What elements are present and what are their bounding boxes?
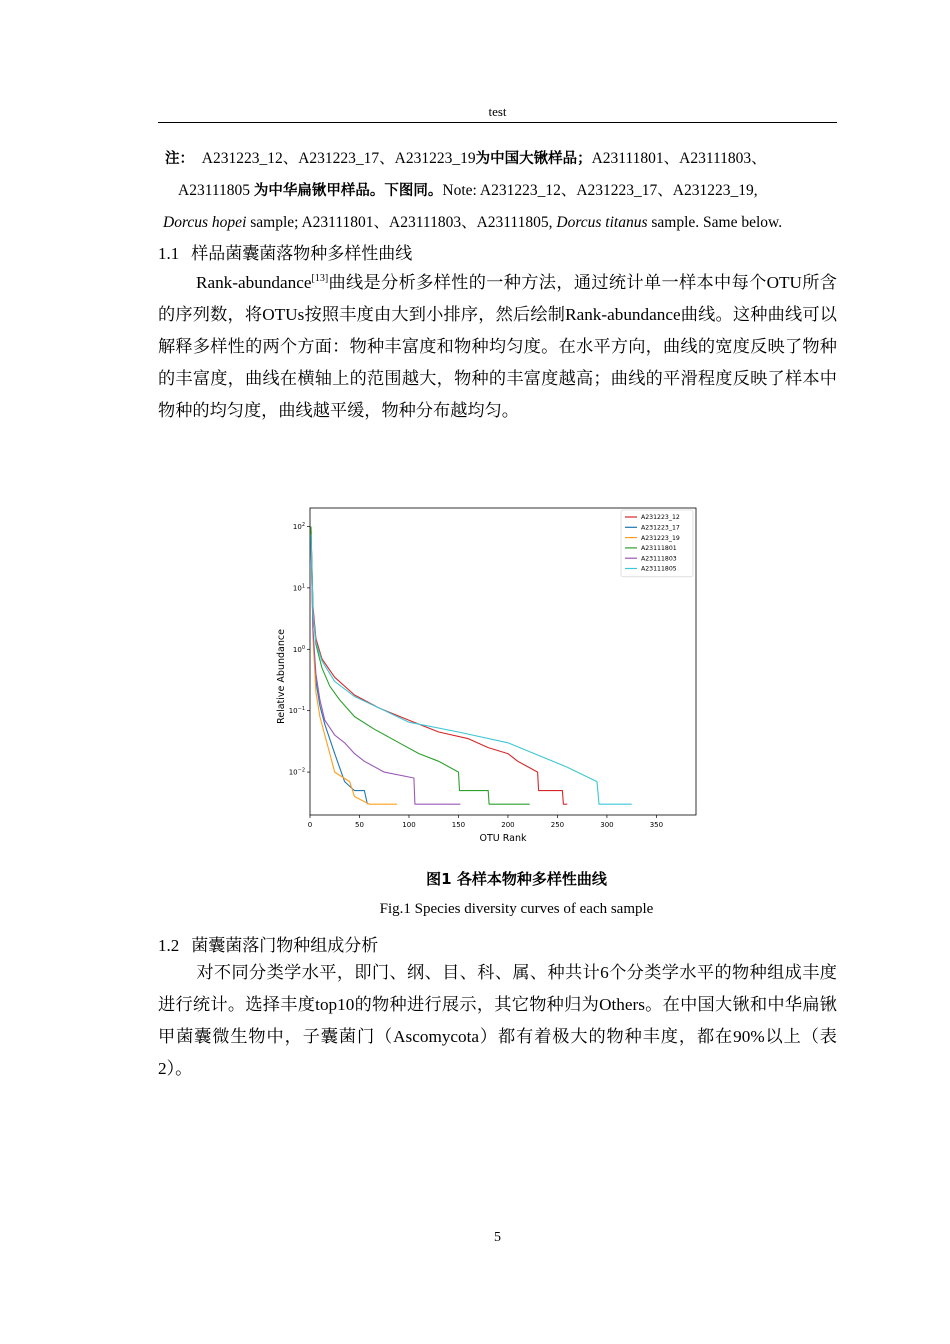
section-number: 1.2 bbox=[158, 936, 180, 955]
note-text: A231223_12、A231223_17、A231223_19 bbox=[201, 150, 476, 167]
x-tick-label: 300 bbox=[600, 821, 614, 829]
body-paragraph bbox=[158, 267, 837, 427]
x-tick-label: 150 bbox=[451, 821, 466, 829]
note-line-1 bbox=[165, 146, 767, 168]
legend-label: A23111805 bbox=[641, 565, 677, 573]
legend-label: A231223_12 bbox=[641, 514, 680, 522]
y-tick-label: $10^2$ bbox=[292, 521, 305, 531]
species-name: Dorcus titanus bbox=[556, 214, 648, 231]
note-text: sample. Same below. bbox=[647, 214, 783, 231]
x-tick-label: 350 bbox=[649, 821, 664, 829]
x-tick-label: 0 bbox=[307, 821, 313, 829]
section-title: 样品菌囊菌落物种多样性曲线 bbox=[191, 244, 413, 263]
running-header: test bbox=[488, 104, 507, 119]
legend-label: A23111801 bbox=[641, 545, 677, 553]
y-tick-exponent: 0 bbox=[301, 644, 305, 651]
paragraph-text: Rank-abundance bbox=[196, 273, 312, 292]
x-tick-label: 50 bbox=[355, 821, 364, 829]
note-text: sample; A23111801、A23111803、A23111805, bbox=[246, 214, 557, 231]
y-tick-label: $10^{-1}$ bbox=[288, 706, 305, 716]
section-title: 菌囊菌落门物种组成分析 bbox=[191, 936, 379, 955]
y-axis-label: Relative Abundance bbox=[276, 629, 287, 724]
section-heading bbox=[158, 239, 412, 264]
figure-caption-cn: 图1 各样本物种多样性曲线 bbox=[426, 870, 607, 888]
note-label: 注： bbox=[165, 151, 194, 167]
y-tick-exponent: 2 bbox=[301, 521, 305, 528]
note-text: A23111805 bbox=[178, 182, 251, 199]
note-line-2 bbox=[178, 178, 758, 200]
figure-caption-en: Fig.1 Species diversity curves of each sample bbox=[379, 901, 654, 917]
section-heading bbox=[158, 931, 378, 956]
note-line-3 bbox=[163, 210, 782, 232]
species-name: Dorcus hopei bbox=[163, 214, 247, 231]
header-rule bbox=[158, 122, 837, 123]
paragraph-text: 对不同分类学水平，即门、纲、目、科、属、种共计6个分类学水平的物种组成丰度进行统计。选择丰度top10的物种进行展示，其它物种归为Others。在中国大锹和中华扁锹甲菌囊微生物中，子囊菌门（Ascomycota）都有着极大的物种丰度，都在90%以上（表2）。 bbox=[158, 963, 837, 1078]
x-axis-label: OTU Rank bbox=[479, 833, 527, 844]
x-tick-label: 100 bbox=[402, 821, 416, 829]
page-number: 5 bbox=[494, 1230, 501, 1245]
note-text: 为中华扁锹甲样品。下图同。 bbox=[253, 183, 443, 199]
note-text: A23111801、A23111803、 bbox=[591, 150, 767, 167]
x-tick-label: 200 bbox=[501, 821, 515, 829]
note-text: Note: A231223_12、A231223_17、A231223_19, bbox=[442, 182, 758, 199]
y-tick-exponent: 1 bbox=[301, 583, 305, 590]
y-tick-label: $10^{-2}$ bbox=[288, 767, 305, 777]
section-number: 1.1 bbox=[158, 244, 180, 263]
y-tick-exponent: −1 bbox=[297, 706, 305, 713]
x-tick-label: 250 bbox=[550, 821, 565, 829]
legend-label: A23111803 bbox=[641, 555, 677, 563]
rank-abundance-chart bbox=[268, 500, 700, 845]
citation: [13] bbox=[311, 273, 329, 284]
body-paragraph bbox=[158, 957, 837, 1085]
paragraph-text: 曲线是分析多样性的一种方法，通过统计单一样本中每个OTU所含的序列数，将OTUs按照丰度由大到小排序，然后绘制Rank-abundance曲线。这种曲线可以解释多样性的两个方面：物种丰富度和物种均匀度。在水平方向，曲线的宽度反映了物种的丰富度，曲线在横轴上的范围越大，物种的丰富度越高；曲线的平滑程度反映了样本中物种的均匀度，曲线越平缓，物种分布越均匀。 bbox=[158, 273, 837, 420]
y-tick-label: $10^0$ bbox=[292, 644, 305, 654]
y-tick-label: $10^1$ bbox=[292, 583, 305, 593]
note-text: 为中国大锹样品； bbox=[475, 151, 592, 167]
legend-label: A231223_19 bbox=[641, 534, 680, 542]
y-tick-exponent: −2 bbox=[297, 767, 305, 774]
legend-label: A231223_17 bbox=[641, 524, 680, 532]
